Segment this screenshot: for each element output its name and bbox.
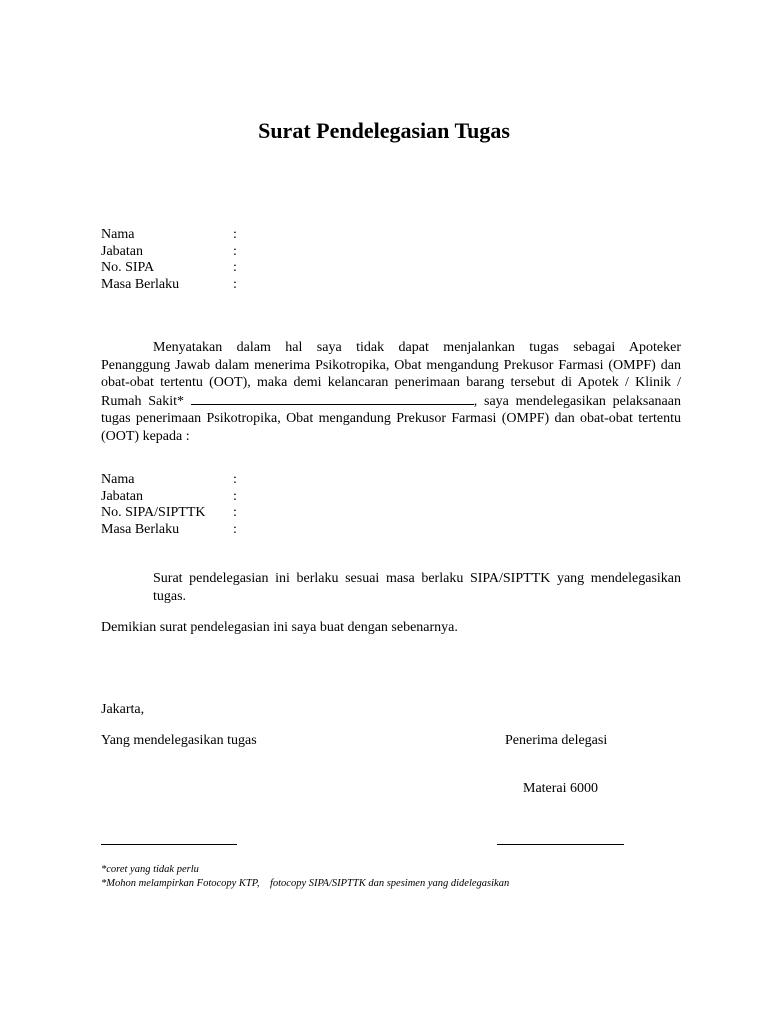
field-colon: :	[233, 521, 237, 537]
statement-before-blank: Penanggung Jawab dalam menerima Psikotropika, Obat mengandung Prekusor Farmasi (OMPF) dan obat-obat tertentu (OOT), maka demi kelancaran penerimaan barang tersebut di Apotek / Klinik / Rumah Sakit*	[101, 357, 681, 409]
delegate-fields	[101, 472, 401, 538]
field-label: Jabatan	[101, 488, 143, 504]
field-colon: :	[233, 260, 237, 275]
field-colon: :	[233, 505, 237, 520]
field-row	[101, 260, 401, 277]
field-row	[101, 277, 401, 294]
field-row	[101, 505, 401, 522]
footnote-item: *Mohon melampirkan Fotocopy KTP, fotocopy SIPA/SIPTTK dan spesimen yang didelegasikan	[101, 878, 510, 889]
field-label: No. SIPA/SIPTTK	[101, 505, 206, 520]
field-colon: :	[233, 243, 237, 259]
institution-blank-line	[191, 392, 474, 405]
closing-statement: Demikian surat pendelegasian ini saya buat dengan sebenarnya.	[101, 620, 458, 635]
page-title: Surat Pendelegasian Tugas	[258, 118, 510, 143]
validity-text: Surat pendelegasian ini berlaku sesuai masa berlaku SIPA/SIPTTK yang mendelegasikan tugas.	[153, 571, 681, 604]
delegate-signature-label: Penerima delegasi	[505, 733, 608, 748]
validity-paragraph	[101, 570, 681, 605]
field-colon: :	[233, 227, 237, 242]
field-colon: :	[233, 488, 237, 504]
statement-body	[101, 357, 681, 446]
place-label: Jakarta,	[101, 702, 145, 717]
delegator-signature-label: Yang mendelegasikan tugas	[101, 733, 257, 748]
field-label: No. SIPA	[101, 260, 155, 275]
field-label: Masa Berlaku	[101, 276, 180, 292]
field-row	[101, 522, 401, 539]
field-colon: :	[233, 276, 237, 292]
statement-line-1: Menyatakan dalam hal saya tidak dapat menjalankan tugas sebagai Apoteker	[153, 340, 681, 355]
footnote-item: *coret yang tidak perlu	[101, 864, 199, 875]
field-row	[101, 244, 401, 261]
field-label: Nama	[101, 227, 135, 242]
field-row	[101, 489, 401, 506]
delegate-signature-line	[497, 844, 624, 845]
field-label: Jabatan	[101, 243, 143, 259]
footnotes	[101, 863, 509, 891]
field-row	[101, 227, 401, 244]
delegator-fields	[101, 227, 401, 293]
statement-paragraph	[101, 339, 681, 446]
field-label: Nama	[101, 472, 135, 487]
delegator-signature-line	[101, 844, 237, 845]
field-label: Masa Berlaku	[101, 521, 180, 537]
stamp-duty-note: Materai 6000	[523, 781, 599, 796]
field-row	[101, 472, 401, 489]
field-colon: :	[233, 472, 237, 487]
statement-after-blank: , saya mendelegasikan pelaksanaan tugas penerimaan Psikotropika, Obat mengandung Prekusor Farmasi (OMPF) dan obat-obat tertentu (OOT) kepada :	[101, 393, 681, 444]
